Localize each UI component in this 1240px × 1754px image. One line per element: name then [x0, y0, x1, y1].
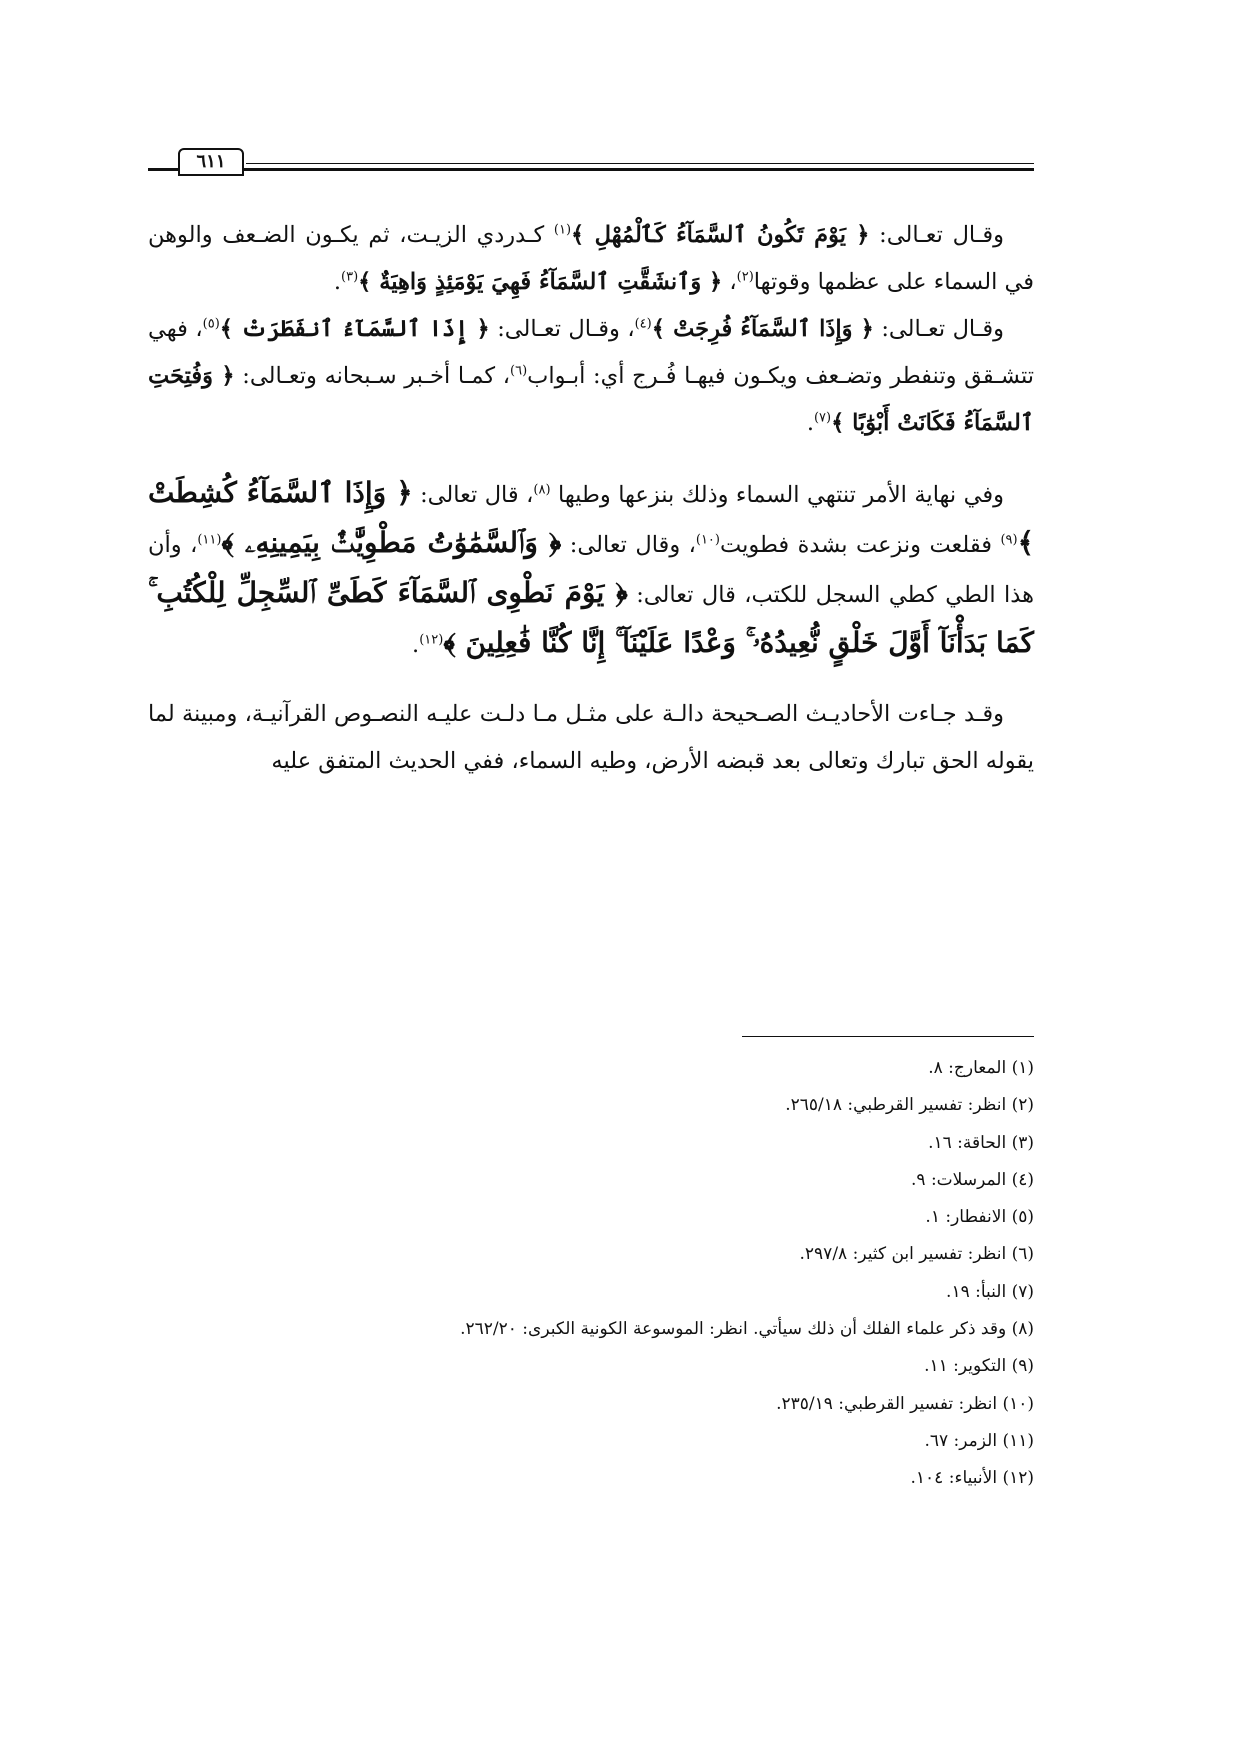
footnote-ref: (٦) — [510, 363, 528, 379]
text-run: ، قال تعالى: — [412, 482, 534, 508]
footnote-ref: (٣) — [341, 269, 359, 285]
text-run: ، وقال تعالى: — [561, 532, 696, 558]
footnote-ref: (٤) — [634, 316, 652, 332]
page-header — [148, 148, 1034, 176]
quran-verse: ﴿ وَإِذَا ٱلسَّمَآءُ كُشِطَتْ ﴾ — [148, 476, 1034, 559]
footnote-ref: (٩) — [1000, 532, 1018, 548]
paragraph-3 — [148, 469, 1034, 669]
footnote-ref: (٧) — [813, 410, 832, 426]
paragraph-2 — [148, 306, 1034, 447]
page-number: ٦١١ — [178, 148, 244, 176]
text-run: كـدردي الزيـت، ثم يكـون الضـعف والوهن في السماء على عظمها وقوتها — [148, 222, 1034, 295]
header-rule-thin — [246, 163, 1034, 164]
quran-verse: ﴿ وَإِذَا ٱلسَّمَآءُ فُرِجَتْ ﴾ — [651, 316, 874, 342]
text-run: ، وأن هذا الطي كطي السجل للكتب، قال تعالى: — [148, 532, 1034, 608]
quran-verse: ﴿ يَوْمَ نَطْوِى ٱلسَّمَآءَ كَطَىِّ ٱلسِّجِلِّ لِلْكُتُبِ ۚ كَمَا بَدَأْنَآ أَوَّلَ خَلْقٍ نُّعِيدُهُۥ ۚ وَعْدًا عَلَيْنَآ ۚ إِنَّا كُنَّا فَٰعِلِينَ ﴾ — [148, 576, 1034, 659]
text-run: وقـال تعـالى: — [873, 316, 1004, 342]
quran-verse: ﴿ يَوْمَ تَكُونُ ٱلسَّمَآءُ كَٱلْمُهْلِ ﴾ — [571, 222, 870, 248]
footnote-item: (٤) المرسلات: ٩. — [911, 1169, 1034, 1190]
text-run: . — [412, 632, 420, 658]
footnote-item: (٧) النبأ: ١٩. — [946, 1281, 1034, 1302]
text-run: . — [806, 410, 814, 436]
paragraph-1 — [148, 212, 1034, 306]
main-text — [148, 212, 1034, 785]
text-run: وقـد جـاءت الأحاديـث الصـحيحة دالـة على مثـل مـا دلـت عليـه النصـوص القرآنيـة، ومبينة لما يقوله الحق تبارك وتعالى بعد قبضه الأرض، وطيه السماء، ففي الحديث المتفق عليه — [148, 701, 1034, 774]
text-run: ، كمـا أخـبر سـبحانه وتعـالى: — [234, 363, 511, 389]
footnote-item: (١٢) الأنبياء: ١٠٤. — [910, 1468, 1034, 1489]
footnote-ref: (٢) — [736, 269, 754, 285]
footnote-ref: (٨) — [533, 482, 551, 498]
paragraph-4 — [148, 691, 1034, 785]
quran-verse: ﴿ وَفُتِحَتِ ٱلسَّمَآءُ فَكَانَتْ أَبْوَٰبًا ﴾ — [148, 363, 1034, 436]
footnote-item: (٥) الانفطار: ١. — [925, 1207, 1034, 1228]
footnote-item: (٦) انظر: تفسير ابن كثير: ٢٩٧/٨. — [799, 1244, 1034, 1265]
footnote-item: (٩) التكوير: ١١. — [924, 1356, 1034, 1377]
footnote-ref: (١٠) — [695, 532, 720, 548]
text-run: وقـال تعـالى: — [869, 222, 1004, 248]
footnote-item: (٨) وقد ذكر علماء الفلك أن ذلك سيأتي. انظر: الموسوعة الكونية الكبرى: ٢٦٢/٢٠. — [460, 1319, 1034, 1340]
quran-verse: ﴿ إِذَا ٱلسَّمَآءُ ٱنفَطَرَتْ ﴾ — [219, 316, 490, 342]
text-run: . — [333, 269, 342, 295]
text-run: ، — [722, 269, 737, 295]
footnote-item: (١٠) انظر: تفسير القرطبي: ٢٣٥/١٩. — [776, 1393, 1034, 1414]
footnote-ref: (١٢) — [419, 632, 444, 648]
quran-verse: ﴿ وَٱلسَّمَٰوَٰتُ مَطْوِيَّٰتٌۢ بِيَمِينِهِۦ ﴾ — [221, 526, 562, 559]
footnote-ref: (٥) — [202, 316, 220, 332]
header-rule-thick — [246, 168, 1034, 171]
footnote-item: (١١) الزمر: ٦٧. — [924, 1430, 1034, 1451]
quran-verse: ﴿ وَٱنشَقَّتِ ٱلسَّمَآءُ فَهِيَ يَوْمَئِذٍ وَاهِيَةٌ ﴾ — [358, 269, 723, 295]
text-run: فقلعت ونزعت بشدة فطويت — [720, 532, 1001, 558]
footnote-separator — [742, 1036, 1034, 1037]
footnote-item: (١) المعارج: ٨. — [928, 1058, 1034, 1078]
footnote-ref: (١) — [553, 222, 572, 238]
footnote-item: (٣) الحاقة: ١٦. — [928, 1132, 1034, 1153]
footnote-item: (٢) انظر: تفسير القرطبي: ٢٦٥/١٨. — [785, 1095, 1034, 1116]
text-run: وفي نهاية الأمر تنتهي السماء وذلك بنزعها وطيها — [550, 482, 1004, 508]
footnotes — [148, 1050, 1034, 1498]
text-run: ، فهي تتشـقق وتنفطر وتضـعف ويكـون فيهـا فُـرج أي: أبـواب — [148, 316, 1035, 389]
text-run: ، وقـال تعـالى: — [489, 316, 635, 342]
footnote-ref: (١١) — [197, 532, 222, 548]
